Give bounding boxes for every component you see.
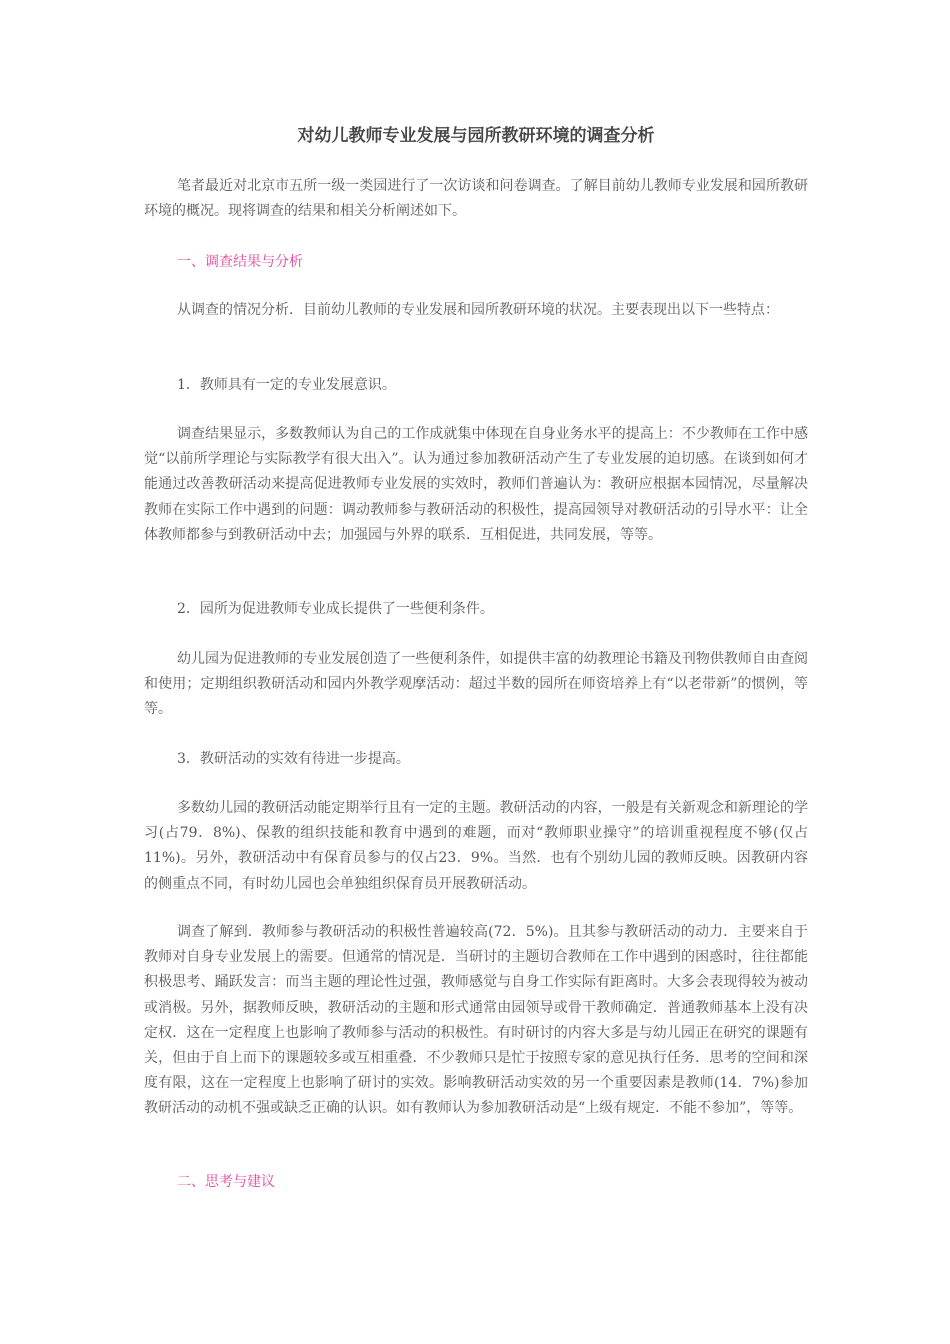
point-3-heading: 3．教研活动的实效有待进一步提高。: [177, 751, 410, 767]
point-1-heading: 1．教师具有一定的专业发展意识。: [177, 377, 396, 393]
intro-paragraph: 笔者最近对北京市五所一级一类园进行了一次访谈和问卷调查。了解目前幼儿教师专业发展和园所教研环境的概况。现将调查的结果和相关分析阐述如下。: [144, 178, 808, 220]
point-3-paragraph-2: 调查了解到．教师参与教研活动的积极性普遍较高(72．5%)。且其参与教研活动的动力．主要来自于教师对自身专业发展上的需要。但通常的情况是．当研讨的主题切合教师在工作中遇到的困惑时，往往都能积极思考、踊跃发言：而当主题的理论性过强，教师感觉与自身工作实际有距离时。大多会表现得较为被动或消极。另外，据教师反映，教研活动的主题和形式通常由园领导或骨干教师确定．普通教师基本上没有决定权．这在一定程度上也影响了教师参与活动的积极性。有时研讨的内容大多是与幼儿园正在研究的课题有关，但由于自上而下的课题较多或互相重叠．不少教师只是忙于按照专家的意见执行任务．思考的空间和深度有限，这在一定程度上也影响了研讨的实效。影响教研活动实效的另一个重要因素是教师(14．7%)参加教研活动的动机不强或缺乏正确的认识。如有教师认为参加教研活动是“上级有规定．不能不参加”，等等。: [144, 924, 808, 1117]
point-1-paragraph: 调查结果显示，多数教师认为自己的工作成就集中体现在自身业务水平的提高上：不少教师在工作中感觉“以前所学理论与实际教学有很大出入”。认为通过参加教研活动产生了专业发展的迫切感。在谈到如何才能通过改善教研活动来提高促进教师专业发展的实效时，教师们普遍认为：教研应根据本园情况，尽量解决教师在实际工作中遇到的问题：调动教师参与教研活动的积极性，提高园领导对教研活动的引导水平：让全体教师都参与到教研活动中去；加强园与外界的联系．互相促进，共同发展，等等。: [144, 426, 808, 543]
point-2-heading: 2．园所为促进教师专业成长提供了一些便利条件。: [177, 601, 494, 617]
point-2-paragraph: 幼儿园为促进教师的专业发展创造了一些便利条件，如提供丰富的幼教理论书籍及刊物供教师自由查阅和使用；定期组织教研活动和园内外教学观摩活动：超过半数的园所在师资培养上有“以老带新”的惯例，等等。: [144, 651, 808, 718]
section-1-intro-paragraph: 从调查的情况分析．目前幼儿教师的专业发展和园所教研环境的状况。主要表现出以下一些特点：: [177, 302, 779, 318]
section-2-heading: 二、思考与建议: [177, 1174, 275, 1190]
point-3-paragraph-1: 多数幼儿园的教研活动能定期举行且有一定的主题。教研活动的内容，一般是有关新观念和新理论的学习(占79．8%)、保教的组织技能和教育中遇到的难题，而对“教师职业操守”的培训重视程度不够(仅占11%)。另外，教研活动中有保育员参与的仅占23．9%。当然．也有个别幼儿园的教师反映。因教研内容的侧重点不同，有时幼儿园也会单独组织保育员开展教研活动。: [144, 800, 808, 892]
document-title: 对幼儿教师专业发展与园所教研环境的调查分析: [297, 126, 655, 146]
section-1-heading: 一、调查结果与分析: [177, 254, 303, 270]
